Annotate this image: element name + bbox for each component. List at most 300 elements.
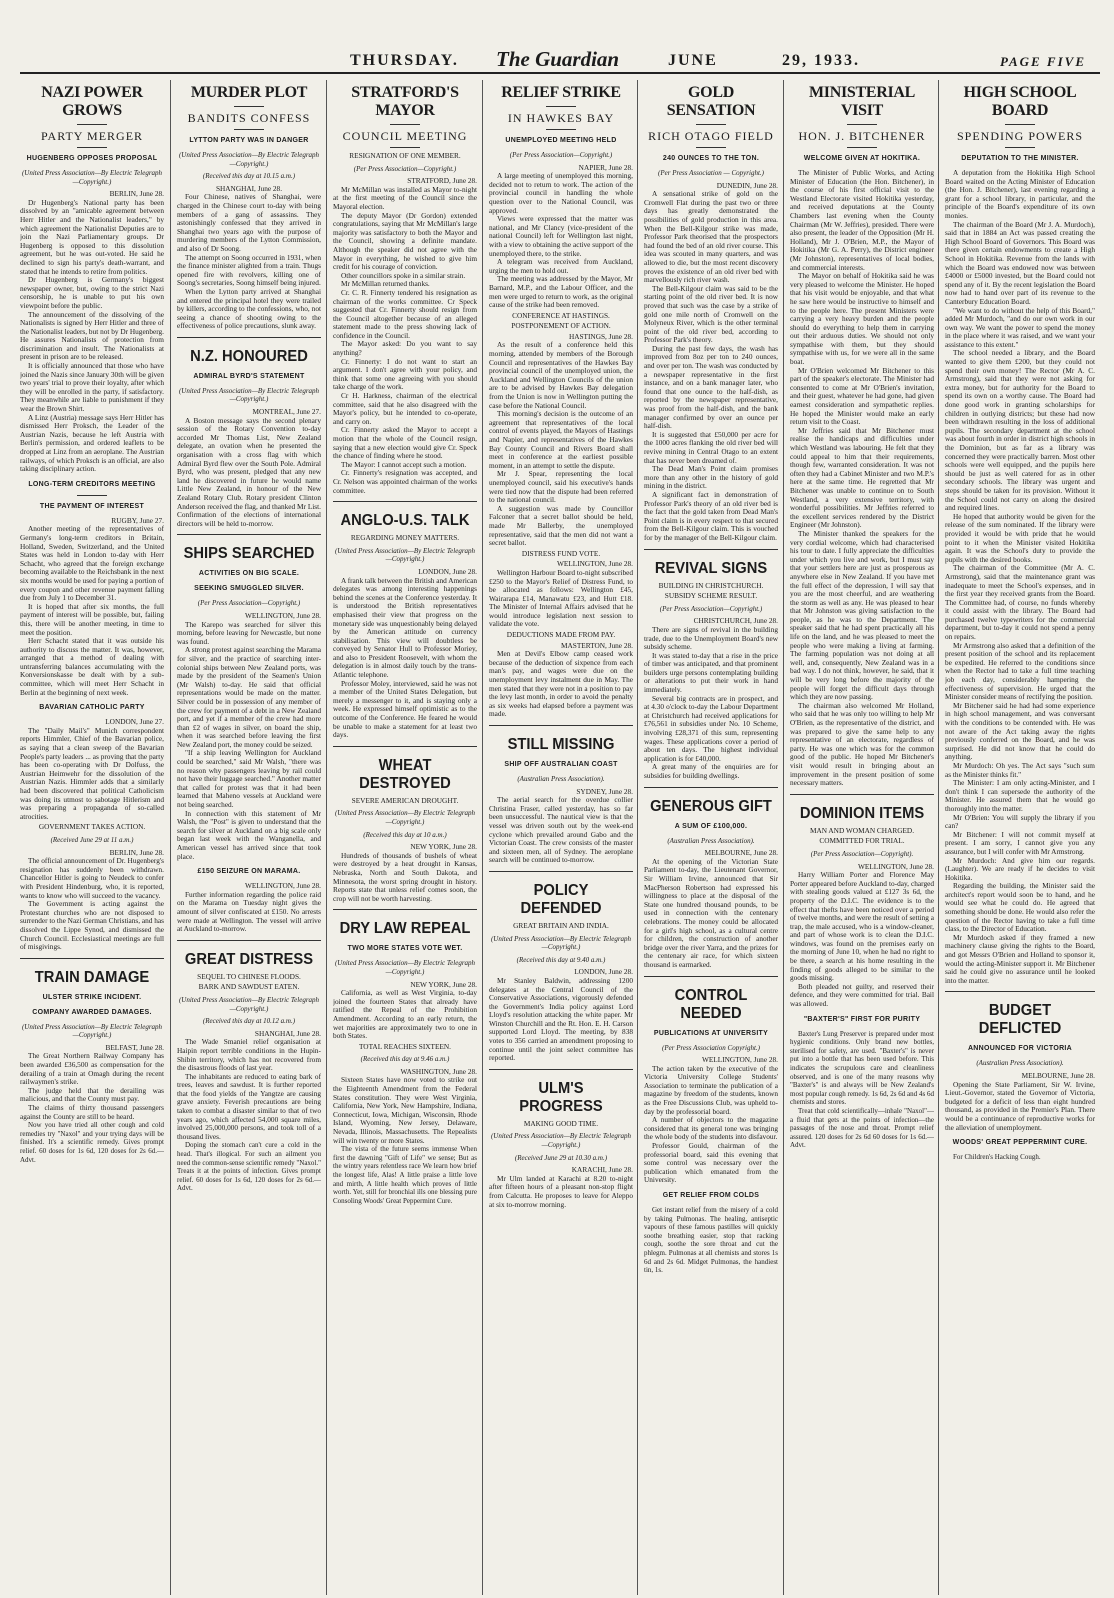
deck: LYTTON PARTY WAS IN DANGER	[189, 137, 309, 144]
advertisement: Treat that cold scientifically—inhale "Naxol"—a fluid that gets at the points of infection—the passages of the nose and throat. Prompt relief assured. 120 doses for 2s 6d 60 doses for 1s 6d.—Advt.	[790, 1106, 934, 1150]
divider	[333, 746, 477, 747]
column-rule	[170, 80, 171, 1595]
divider	[234, 106, 264, 107]
article-body	[489, 650, 633, 719]
section-heading: CONFERENCE AT HASTINGS.	[512, 310, 610, 320]
deck: RESIGNATION OF ONE MEMBER.	[349, 151, 461, 160]
paragraph: The school needed a library, and the Board wanted to give them £200, but they could not spend their own money! The Rector (Mr A. C. Armstrong), said that they were not asking for extra money, but for authority for the Board to spend its own on a worthy cause. The Board had done good work in granting scholarships for children in outlying districts; but these had now been withdrawn resulting in the loss of additional pupils. The secondary department at the school was about fourth in order in district high schools in the Dominion, but as far as a library was concerned they were practically barren. Most other schools were well equipped, and the pupils here should be just as well catered for as in other secondary schools. The library was urgent and steps should be taken for its provision. Without it the School could not carry on along the desired and required lines.	[945, 348, 1095, 513]
paragraph: A telegram was received from Auckland, urging the men to hold out.	[489, 257, 633, 275]
paragraph: Professor Moley, interviewed, said he was not a member of the United States Delegation, but merely a messenger to it, and is staying only a week. He expressed himself optimistic as to the outcome of the Conference. He feared he would be unable to make a statement for at least two days.	[333, 678, 477, 740]
paragraph: It is hoped that after six months, the full payment of interest will be possible, but, failing this, there will be another meeting, in time to meet the position.	[20, 601, 164, 637]
paragraph: The aerial search for the overdue collier Christina Fraser, called yesterday, has so far been unsuccessful. The nautical view is that the vessel was driven south out by the week-end cyclone which prevailed around Gabo and the Victorian Coast. The crew consists of the master and sixteen men, all of Sydney. The aeroplane search will be continued to-morrow.	[489, 795, 633, 865]
dateline: MONTREAL, June 27.	[252, 407, 321, 417]
paragraph: Hundreds of thousands of bushels of wheat were destroyed by a heat drought in Kansas, Nebraska, North and South Dakota, and Minnesota, the worst spring drought in history. Reports state that unless relief comes soon, the crop will not be worth harvesting.	[333, 850, 477, 903]
received-line: (Received June 29 at 11 a.m.)	[50, 835, 134, 844]
paragraph: The Mayor on behalf of Hokitika said he was very pleased to welcome the Minister. He hoped that his visit would be enjoyable, and that what he saw here would be instructive to himself and to the people here. The present Ministers were carrying a very heavy burden and the people should do everything to help them in carrying out their arduous duties. We should not only sympathise with them, but they should sympathise with us, for we were all in the same boat.	[790, 271, 934, 367]
divider	[177, 940, 321, 941]
article-body	[333, 989, 477, 1041]
paragraph: Another meeting of the representatives of Germany's long-term creditors in Britain, Holland, Sweden, Switzerland, and the United States was held in London to-day with Herr Schacht, who agreed that the foreign exchange becoming available to the Reichsbank in the next six months would be used for paying a portion of every coupon and other revenue payment falling due from July 1 to December 31.	[20, 524, 164, 603]
source-line: (United Press Association—By Electric Telegraph—Copyright.)	[178, 995, 320, 1013]
dateline: KARACHI, June 28.	[571, 1165, 633, 1175]
dateline: CHRISTCHURCH, June 28.	[693, 616, 778, 626]
paragraph: A significant fact in demonstration of Professor Park's theory of an old river bed is the fact that the gold taken from Dead Man's Point claim is in every respect to that secured from the Bell-Kilgour claim. This is vouched for by the manager of the Bell-Kilgour claim.	[644, 489, 778, 542]
source-line: (United Press Association—By Electric Telegraph—Copyright.)	[490, 934, 632, 952]
column-rule	[637, 80, 638, 1595]
paragraph: Mr Jeffries said that Mr Bitchener must realise the handicaps and difficulties under which Westland was labouring. He felt that they could appeal to him that their requirements, though few, warranted consideration. It was not often they had a Cabinet Minister and two M.P.'s here at the same time. He regretted that Mr Bitchener was unable to continue on to South Westland, a very extensive territory, with wonderful possibilities. Mr Jeffries referred to the excellent services rendered by the District Engineer (Mr Johnston).	[790, 425, 934, 530]
article-body	[489, 977, 633, 1063]
paragraph: The chairman also welcomed Mr Holland, who said that he was only too willing to help Mr O'Brien, as the representative of the district, and was prepared to give the same help to any representative of an electorate, regardless of party. He was one which was for the common good of the public. He hoped Mr Bitchener's visit would result in bringing about an improvement in the present position of some necessary matters.	[790, 700, 934, 788]
article-body	[790, 169, 934, 788]
deck: COMPANY AWARDED DAMAGES.	[32, 1008, 152, 1016]
advertisement: Baxter's Lung Preserver is prepared under most hygienic conditions. Only brand new bottles, sterilised for safety, are used. "Baxter's" is never put into a bottle that has been used before. This indicates the scrupulous care and cleanliness observed, and is one of the many reasons why "Baxter's" is and always will be New Zealand's most popular cough remedy. 1s 6d, 2s 6d and 4s 6d chemists and stores.	[790, 1029, 934, 1107]
article-body	[644, 858, 778, 970]
dateline: SHANGHAI, June 28.	[215, 183, 283, 193]
paragraph: The Great Northern Railway Company has been awarded £36,500 as compensation for the derailing of a train at Omagh during the recent railwaymen's strike.	[20, 1051, 164, 1087]
dateline: WASHINGTON, June 28.	[400, 1066, 477, 1076]
source-line: (United Press Association—By Electric Telegraph—Copyright.)	[334, 809, 476, 826]
deck: WELCOME GIVEN AT HOKITIKA.	[803, 155, 921, 162]
headline: DRY LAW REPEAL	[339, 920, 471, 938]
section-heading: THE PAYMENT OF INTEREST	[39, 502, 145, 510]
dateline: SHANGHAI, June 28.	[254, 1028, 321, 1038]
dateline: BERLIN, June 28.	[109, 189, 164, 199]
paragraph: Dr Hugenberg is Germany's biggest newspaper owner, but, owing to the strict Nazi censorship, he is unable to put his own viewpoint before the public.	[20, 275, 164, 310]
paragraph: The Bell-Kilgour claim was said to be the starting point of the old river bed. It is now proved that such was the case by a strike of gold one mile north of Cromwell on the Molyneux River, which is the other terminal point of the old river bed, according to Professor Park's theory.	[644, 283, 778, 345]
source-line: (United Press Association—By Electric Telegraph—Copyright.)	[334, 546, 476, 564]
paragraph: The announcement of the dissolving of the Nationalists is signed by Herr Hitler and three of the Nationalist leaders, but not by Dr Hugenberg. He assures Nationalists of protection from discrimination and insult. The Nationalists at present in prison are to be released.	[20, 309, 164, 362]
advertisement: For Children's Hacking Cough.	[953, 1153, 1041, 1162]
column-rule	[783, 80, 784, 1595]
headline: GOLD SENSATION	[666, 84, 756, 119]
masthead	[20, 47, 1100, 74]
article-body	[790, 871, 934, 1009]
headline: N.Z. HONOURED	[190, 347, 308, 365]
received-line: (Received June 29 at 10.30 a.m.)	[514, 1153, 608, 1162]
paragraph: As the result of a conference held this morning, attended by members of the Borough Council and representatives of the Hawkes Bay provincial council of the unemployed union, the Auckland and Wellington Councils of the union are to be advised by Hawkes Bay delegation from the Union is now in Wellington putting the case before the National Council.	[489, 340, 633, 410]
headline: RELIEF STRIKE	[501, 84, 621, 101]
dateline: NAPIER, June 28.	[578, 162, 633, 172]
dateline: NEW YORK, June 28.	[410, 842, 477, 852]
article-body	[20, 199, 164, 474]
masthead-day: THURSDAY.	[350, 52, 459, 69]
dateline: BELFAST, June 28.	[105, 1042, 164, 1052]
divider	[390, 124, 420, 125]
paragraph: Harry William Porter and Florence May Porter appeared before Auckland to-day, charged with stealing goods valued at £127 3s 6d, the property of the D.I.C. The evidence is to the effect that thefts have been noticed over a period of twelve months, and were the result of setting a trap, the male accused, who is a window-cleaner, and part of whose work is to clean the D.I.C. windows, was found on the premises early on the morning of June 10, when he had no right to be there, a search at his home resulting in the finding of goods alleged to be similar to the goods missing.	[790, 870, 934, 983]
column-4	[489, 80, 633, 1595]
paragraph: The deputy Mayor (Dr Gordon) extended congratulations, saying that Mr McMillan's large majority was satisfactory to both the Mayor and the Council, showing a definite mandate. Although the speaker did not agree with the Mayor in everything, he wished to give him credit for his courage of conviction.	[333, 210, 477, 272]
article-body	[177, 891, 321, 934]
paragraph: Mr Murdoch asked if they framed a new machinery clause giving the rights to the Board, and got Messrs O'Brien and Holland to sponsor it, would the acting-Minister support it. Mr Bitchener said he could give no assurance until he looked into the matter.	[945, 932, 1095, 985]
headline: CONTROL NEEDED	[674, 986, 748, 1022]
headline: REVIVAL SIGNS	[654, 559, 768, 577]
headline: ULM'S PROGRESS	[519, 1079, 603, 1115]
divider	[489, 871, 633, 872]
paragraph: The Wade Smaniel relief organisation at Haipin report terrible conditions in the Hupin-Shibin territory, which has not recovered from the disastrous floods of last year.	[177, 1037, 321, 1073]
divider	[546, 106, 576, 107]
subheadline: COUNCIL MEETING	[342, 129, 468, 143]
subheadline: ULSTER STRIKE INCIDENT.	[42, 993, 142, 1001]
paragraph: A deputation from the Hokitika High School Board waited on the Acting Minister of Education (the Hon. J. Bitchener), last evening regarding a grant for a school library, in particular, and the principle of the Board's expenditure of its own monies.	[945, 168, 1095, 220]
paragraph: A great many of the enquiries are for subsidies for building dwellings.	[644, 762, 778, 780]
paragraph: The Mayor: I cannot accept such a motion.	[341, 459, 467, 469]
article-body	[644, 1065, 778, 1185]
divider	[177, 337, 321, 338]
headline: TRAIN DAMAGE	[34, 968, 150, 986]
paragraph: When the Lytton party arrived at Shanghai and entered the principal hotel they were trailed by killers, according to the confessions, who, not seeing a chance of shooting owing to the effectiveness of police precautions, slunk away.	[177, 286, 321, 331]
divider	[77, 495, 107, 496]
paragraph: Regarding the building, the Minister said the architect's report would soon be to hand, and he would see what he could do. He agreed that something should be done. He would also refer the question of the Rector having to take a full time class, to the Director of Education.	[945, 881, 1095, 934]
deck: SEEKING SMUGGLED SILVER.	[194, 585, 304, 593]
subheadline: IN HAWKES BAY	[507, 111, 615, 125]
column-6	[790, 80, 934, 1595]
section-heading: DEDUCTIONS MADE FROM PAY.	[506, 630, 616, 640]
paragraph: The Government is acting against the Protestant churches who are not disposed to surrender to the Nazi German Christians, and has dissolved the Lippe Synod, and dismissed the Church Council. Ecclesiastical meetings are full of misgivings.	[20, 899, 164, 952]
paragraph: Mr O'Brien: You will supply the library if you can?	[945, 812, 1095, 831]
article-body	[177, 193, 321, 331]
paragraph: He hoped that authority would be given for the release of the sum nominated. If the library were provided it would be with pride that he would point to it when the Minister visited Hokitika again. It was the School's duty to provide the pupils with the desired books.	[945, 511, 1095, 564]
paragraph: A large meeting of unemployed this morning, decided not to return to work. The action of the provincial council in handling the whole question over to the National Council, was approved.	[489, 171, 633, 215]
divider	[945, 991, 1095, 992]
divider	[77, 124, 107, 125]
masthead-date: 29, 1933.	[782, 52, 860, 69]
section-heading: "BAXTER'S" FIRST FOR PURITY	[803, 1015, 921, 1023]
column-2	[177, 80, 321, 1595]
subheadline: SPENDING POWERS	[956, 129, 1083, 143]
paragraph: The Minister thanked the speakers for the very cordial welcome, which had characterised his tour to date. I fully appreciate the difficulties under which you live and work, but I must say that your settlers here are just as prosperous as anywhere else in New Zealand. If you have met the full effect of the depression, I will say that you are the most cheerful, and are weathering the storm as well as any. He was pleased to hear that Mr Johnston was giving satisfaction to the people, as he was to the Department. The speaker said that he had spent practically all his life on the land, and he was pleased to meet the people who were making a living at farming. The farming population was not doing at all well, and, consequently, New Zealand was in a bad way. I do not think, however, he said, that it will be very long before the majority of the people will forget the difficult days through which they are now passing.	[790, 528, 934, 702]
divider	[644, 549, 778, 550]
received-line: (Received this day at 9.40 a.m.)	[516, 955, 606, 964]
divider	[1005, 124, 1035, 125]
paragraph: Views were expressed that the matter was national, and Mr Clancy (vice-president of the national Council) left for Wellington last night, with a view to obtaining the active support of the unemployed there, to the strike.	[489, 214, 633, 258]
article-body	[177, 417, 321, 529]
paragraph: Mr McMillan returned thanks.	[341, 279, 430, 289]
paragraph: Mr J. Spear, representing the local unemployed council, said his executive's hands were tied now that the dispute had been referred to the national council.	[489, 469, 633, 505]
paragraph: A suggestion was made by Councillor Falconer that a secret ballot should be held, made Mr Ballerby, the unemployed representative, said that the men did not want a secret ballot.	[489, 503, 633, 548]
paragraph: Mr Bitchener: I will not commit myself at present. I am sorry, I cannot give you any assurance, but I will confer with Mr Armstrong.	[945, 829, 1095, 856]
divider	[644, 787, 778, 788]
advertisement: Now you have tried all other cough and cold remedies try "Naxol" and your trying days will be finished. It's a scientific remedy. Gives prompt relief. 60 doses for 1s 6d, 120 doses for 2s 6d.—Advt.	[20, 1121, 164, 1164]
paragraph: California, as well as West Virginia, to-day joined the fourteen States that already have ratified the Repeal of the Prohibition Amendment. According to an early return, the wet majorities are approximately two to one in both States.	[333, 988, 477, 1041]
article-body	[945, 1081, 1095, 1133]
article-body	[790, 1030, 934, 1150]
paragraph: Cr. Finnerty's resignation was accepted, and Cr. Nelson was appointed chairman of the works committee.	[333, 468, 477, 495]
dateline: NEW YORK, June 28.	[410, 979, 477, 989]
paragraph: Dr Hugenberg's National party has been dissolved by an "amicable agreement between Herr Hitler and the Nationalist leaders," by which agreement the Nationalist Deputies are to join the Nazi Parliamentary groups. Dr Hugenberg is opposed to this dissolution agreement, but he was out-voted. He said he declined to sign his party's death-warrant, and stated that he intends to retire from politics.	[20, 197, 164, 276]
divider	[234, 129, 264, 130]
paragraph: The attempt on Soong occurred in 1931, when the finance minister alighted from a train. Thugs opened fire with revolvers, killing one of Soong's secretaries, Soong himself being injured.	[177, 252, 321, 288]
subheadline: ADMIRAL BYRD'S STATEMENT	[193, 372, 305, 380]
paragraph: During the past few days, the wash has improved from 8oz per ton to 240 ounces, and over per ton. The wash was conducted by a newspaper representative in the first instance, and on a bank manager later, who found that one ounce to the half-dish, as reported by the newspaper representative, was proof from the half-dish, and the bank manager confirmed by over an ounce per half-dish.	[644, 343, 778, 431]
section-heading: £150 SEIZURE ON MARAMA.	[197, 868, 301, 876]
paragraph: A Boston message says the second plenary session of the Rotary Convention to-day accorded Mr Thomas List, New Zealand delegate, an ovation when he presented the organisation with a cross flag with which Admiral Byrd flew over the South Pole. Admiral Byrd, who was present, pledged that any new land he discovered in future he would name Little New Zealand, in honour of the New Zealand Rotary Club. Rotary president Clinton Anderson received the flag, and thanked Mr List. Confirmation of the elections of international directors will be held to-morrow.	[177, 415, 321, 528]
deck: DEPUTATION TO THE MINISTER.	[961, 155, 1079, 162]
paragraph: The Karepo was searched for silver this morning, before leaving for Newcastle, but none was found.	[177, 619, 321, 646]
paragraph: Further information regarding the police raid on the Marama on Tuesday night gives the amount of silver confiscated at £150. No arrests were made at Wellington. The vessel will arrive at Auckland to-morrow.	[177, 889, 321, 934]
article-body	[945, 169, 1095, 985]
subheadline: BANDITS CONFESS	[187, 111, 311, 125]
deck: SUBSIDY SCHEME RESULT.	[664, 591, 758, 601]
paragraph: It was stated to-day that a rise in the price of timber was anticipated, and that prominent builders urge persons contemplating building or alterations to put their work in hand immediately.	[644, 650, 778, 695]
source-line: (United Press Association—By Electric Telegraph—Copyright.)	[490, 1132, 632, 1150]
source-line: (Per Press Association — Copyright.)	[658, 169, 764, 177]
paragraph: "If a ship leaving Wellington for Auckland could be searched," said Mr Walsh, "there was no reason why passengers leaving by rail could not have their luggage searched." Another matter that called for protest was that it had been learned that Maheno vessels at Auckland were not being searched.	[177, 748, 321, 810]
article-body	[177, 1038, 321, 1193]
paragraph: A sensational strike of gold on the Cromwell Flat during the past two or three days has greatly demonstrated the possibilities of gold production in this area. When the Bell-Kilgour strike was made, Professor Park theorised that the prospectors had found the bed of an old river course. This idea was scouted in many quarters, and was allowed to die, but the most recent discovery proves the existence of an old river bed with marvellously rich river wash.	[644, 189, 778, 285]
headline: MINISTERIAL VISIT	[808, 84, 916, 119]
subheadline: SEQUEL TO CHINESE FLOODS.	[197, 971, 301, 981]
source-line: (United Press Association—By Electric Telegraph—Copyright.)	[21, 1022, 163, 1040]
paragraph: Other councillors spoke in a similar strain.	[341, 270, 466, 280]
paragraph: Cr H. Harkness, chairman of the electrical committee, said that he also disagreed with the Mayor's policy, but he intended to co-operate, and carry on.	[333, 391, 477, 426]
paragraph: Cr. Finnerty asked the Mayor to accept a motion that the whole of the Council resign, saying that a new election would give Cr. Speck the chance of finding where he stood.	[333, 425, 477, 461]
source-line: (Per Press Association—Copyright).	[810, 849, 914, 858]
paragraph: The chairman of the Committee (Mr A. C. Armstrong), said that the maintenance grant was inadequate to meet the School's expenses, and in the first year they received grants from the Board. The Committee had, of course, no funds whereby it could assist with the library. The Board had purchased twelve typewriters for the commercial department, but to-day it could not spend a penny on repairs.	[945, 563, 1095, 642]
paragraph: Mr Armstrong also asked that a definition of the present position of the school and its replacement be expedited. He referred to the conditions since when the Rector had to take a full time teaching job each day, considerably hampering the effectiveness of supervision. He urged that the Minister consider means of rectifying the position.	[945, 640, 1095, 702]
paragraph: "We want to do without the help of this Board," added Mr Murdoch, "and do our own work in our own way. We want the power to spend the money in the place where it was raised, and we want your assistance to this extent."	[945, 305, 1095, 349]
columns	[20, 80, 1100, 1595]
dateline: MELBOURNE, June 28.	[704, 848, 778, 858]
article-body	[489, 1175, 633, 1209]
deck: BARK AND SAWDUST EATEN.	[198, 982, 300, 992]
paragraph: The action taken by the executive of the Victoria University College Students' Association to terminate the publication of a magazine by freedom of the students, known as the Free Discussions Club, was upheld to-day by the professorial board.	[644, 1063, 778, 1116]
article-body	[20, 727, 164, 822]
paragraph: A Linz (Austria) message says Herr Hitler has dismissed Herr Proksch, the Leader of the Austrian Nazis, because he left Austria with Berlin's permission, and ordered leaflets to be dropped at Linz from an aeroplane. The Austrian railways, of which Proksch is an official, are also taking disciplinary action.	[20, 412, 164, 474]
paragraph: Cr. C. R. Finnerty tendered his resignation as chairman of the works committee. Cr Speck suggested that Cr. Finnerty should resign from the Council altogether because of an alleged statement made to the press showing lack of confidence in the Council.	[333, 287, 477, 340]
paragraph: There are signs of revival in the building trade, due to the Unemployment Board's new subsidy scheme.	[644, 624, 778, 652]
divider	[333, 909, 477, 910]
divider	[77, 147, 107, 148]
paragraph: The meeting was addressed by the Mayor, Mr Barnard, M.P., and the Labour Officer, and the men were urged to return to work, as the original cause of the strike had been removed.	[489, 274, 633, 310]
source-line: (Per Press Association—Copyright.)	[509, 151, 613, 159]
paragraph: Wellington Harbour Board to-night subscribed £250 to the Mayor's Relief of Distress Fund, to be allocated as follows: Wellington £45, Wairarapa £14, Manawatu £23, and Hutt £18. The Minister of Internal Affairs advised that he would introduce legislation next session to validate the vote.	[489, 567, 633, 629]
dateline: SYDNEY, June 28.	[576, 786, 633, 796]
deck: UNEMPLOYED MEETING HELD	[505, 137, 617, 144]
section-heading: DISTRESS FUND VOTE.	[521, 548, 601, 558]
article-body	[489, 172, 633, 310]
headline: HIGH SCHOOL BOARD	[963, 84, 1077, 119]
paragraph: At the opening of the Victorian State Parliament to-day, the Lieutenant Governor, Sir William Irvine, announced that Sir MacPherson Robertson had expressed his willingness to place at the disposal of the State one hundred thousand pounds, to be used in connection with the centenary celebrations. The money could be allocated for a girl's high school, as a cultural centre for children, the construction of another bridge over the river Yarra, and the prizes for the centenary air race, for which sixteen thousand is earmarked.	[644, 856, 778, 969]
deck: HUGENBERG OPPOSES PROPOSAL	[26, 155, 158, 162]
deck: COMMITTED FOR TRIAL.	[819, 836, 905, 846]
headline: SHIPS SEARCHED	[183, 545, 315, 563]
advertisement: The vista of the future seems immense When first the dawning "Gift of Life" we sense; But as the wintry years relentless race We learn how brief the longest life, Alas! A little praise a little love and mirth, A little health which proves of little worth. Yet, still for bronchial ills one blessing pure Consoling Woods' Great Peppermint Cure.	[333, 1145, 477, 1205]
divider	[546, 129, 576, 130]
dateline: HASTINGS, June 28.	[568, 331, 633, 341]
paragraph: A strong protest against searching the Marama for silver, and the practice of searching inter-colonial ships between New Zealand ports, was made by the president of the Seamen's Union (Mr Walsh) to-day. He said that official representations would be made on the matter. Silver could be in possession of any member of the crew for payment of a debt in a New Zealand port, and yet if a member of the crew had more than £2 of wages in silver, on board the ship, when it was searched before leaving the first New Zealand port, the money could be seized.	[177, 645, 321, 749]
source-line: (Australian Press Association).	[667, 836, 755, 845]
dateline: WELLINGTON, June 28.	[701, 1055, 778, 1065]
paragraph: In connection with this statement of Mr Walsh, the "Post" is given to understand that the search for silver at Auckland on a big scale only began last week with the Wanganella, and American vessel has arrived since that took place.	[177, 808, 321, 861]
column-3	[333, 80, 477, 1595]
article-body	[177, 621, 321, 862]
paragraph: The Mayor asked: Do you want to say anything?	[333, 339, 477, 358]
article-body	[489, 569, 633, 629]
subheadline: ACTIVITIES ON BIG SCALE.	[198, 570, 300, 578]
received-line: (Received this day at 10.12 a.m.)	[202, 1017, 296, 1026]
subheadline: A SUM OF £100,000.	[674, 822, 748, 830]
dateline: WELLINGTON, June 28.	[244, 881, 321, 891]
paragraph: Men at Devil's Elbow camp ceased work because of the deduction of sixpence from each man's pay, and wages were due on the unemployment levy instalment due in May. The men stated that they were not in a position to pay the levy last month, in order to avoid the penalty as six weeks had elapsed before a payment was made.	[489, 649, 633, 719]
dateline: STRATFORD, June 28.	[407, 176, 477, 186]
article-body	[333, 577, 477, 740]
paragraph: The Minister of Public Works, and Acting Minister of Education (the Hon. Bitchener), in the course of his first official visit to the Westland Electorate visited Hokitika yesterday, and received deputations at the County Chambers last evening when the County Chairman (Mr W. Jeffries), presided. There were also present, the leader of the Opposition (Mr H. Holland), Mr J. O'Brien, M.P., the Mayor of Hokitika (Mr G. A. Perry), the District engineer (Mr Johnston), representatives of local bodies, and commercial interests.	[790, 168, 934, 272]
divider	[177, 534, 321, 535]
divider	[847, 147, 877, 148]
paragraph: This morning's decision is the outcome of an agreement that representatives of the local control of events played, the Mayors of Hastings and Napier, and representatives of the Hawkes Bay County Council and Rivers Board shall meet in conference at the earliest possible moment, in an attempt to settle the dispute.	[489, 409, 633, 470]
advertisement: Get instant relief from the misery of a cold by taking Pulmonas. The healing, antiseptic vapours of these famous pastilles will quickly soothe breathing easier, stop that racking cough, soothe the sore throat and cut the phlegm. Pulmonas at all chemists and stores 1s 6d and 2s 6d. Midget Pulmonas, the handiest tin, 1s.	[644, 1206, 778, 1275]
paragraph: Mr Stanley Baldwin, addressing 1200 delegates at the Central Council of the Conservative Associations, vigorously defended the Government's India policy against Lord Lloyd's resolution attacking the white paper. Mr Winston Churchill and the Rt. Hon. E. H. Carson supported Lord Lloyd. The meeting, by 838 votes to 356 carried an amendment proposing to continue until the joint select committee has reported.	[489, 975, 633, 1063]
paragraph: Cr. Finnerty: I do not want to start an argument. I don't agree with your policy, and think that some one agreeing with you should take charge of the work.	[333, 356, 477, 392]
article-body	[20, 857, 164, 952]
column-rule	[938, 80, 939, 1595]
dateline: LONDON, June 27.	[105, 717, 164, 727]
dateline: DUNEDIN, June 28.	[716, 180, 778, 190]
divider	[790, 794, 934, 795]
article-body	[333, 852, 477, 904]
headline: ANGLO-U.S. TALK	[340, 512, 470, 530]
advertisement: Doping the stomach can't cure a cold in the head. That's illogical. For such an ailment you need the common-sense scientific remedy "Naxol." Treats it at the points of infection. Gives prompt relief. 60 doses for 1s 6d, 120 doses for 2s 6d.—Advt.	[177, 1141, 321, 1193]
dateline: MASTERTON, June 28.	[561, 640, 633, 650]
subheadline: BUILDING IN CHRISTCHURCH.	[658, 580, 764, 590]
paragraph: It is officially announced that those who have joined the Nazis since January 30th will be given two years' trial to prove their loyalty, after which they will be enrolled in the party, if satisfactory. They meanwhile are liable to punishment if they wear the Brown Shirt.	[20, 361, 164, 414]
section-heading: TOTAL REACHES SIXTEEN.	[358, 1041, 452, 1051]
column-rule	[482, 80, 483, 1595]
source-line: (Per Press Association—Copyright.)	[353, 164, 457, 173]
paragraph: The claims of thirty thousand passengers against the County are still to be heard.	[20, 1103, 164, 1121]
subheadline: ANNOUNCED FOR VICTORIA	[967, 1045, 1073, 1053]
divider	[644, 976, 778, 977]
paragraph: Four Chinese, natives of Shanghai, were charged in the Chinese court to-day with being members of a gang of assassins. They astonishingly confessed that they arrived in Shanghai two years ago with the purpose of murdering members of the Lytton Commission, and also of Dr Soong.	[177, 192, 321, 253]
headline: STILL MISSING	[507, 736, 615, 753]
paragraph: Mr O'Brien welcomed Mr Bitchener to this part of the speaker's electorate. The Minister had consented to come at Mr O'Brien's invitation, and their guest, whatever he had gone, had given earnest consideration and sympathetic replies. He hoped the Minister would make an early return visit to the Coast.	[790, 365, 934, 427]
subheadline: HON. J. BITCHENER	[798, 129, 926, 143]
paragraph: Several big contracts are in prospect, and at 4.30 o'clock to-day the Labour Department at Christchurch had received applications for £76,561 in subsidies under No. 10 Scheme, involving £28,371 of this sum, representing wages. These applications cover a period of about ten days. The highest individual application is for £40,000.	[644, 693, 778, 763]
article-body	[644, 190, 778, 542]
divider	[1005, 147, 1035, 148]
headline: GENEROUS GIFT	[650, 797, 772, 815]
source-line: (Per Press Association Copyright.)	[662, 1043, 760, 1052]
subheadline: SHIP OFF AUSTRALIAN COAST	[504, 761, 618, 768]
source-line: (Per Press Association—Copyright.)	[659, 604, 763, 613]
paragraph: Both pleaded not guilty, and reserved their defence, and they were committed for trial. Bail was allowed.	[790, 981, 934, 1009]
headline: MURDER PLOT	[190, 84, 308, 101]
dateline: BERLIN, June 28.	[109, 847, 164, 857]
article-body	[945, 1153, 1095, 1162]
paragraph: The judge held that the derailing was malicious, and that the County must pay.	[20, 1085, 164, 1104]
section-heading: GET RELIEF FROM COLDS	[662, 1192, 760, 1199]
headline: WHEAT DESTROYED	[359, 756, 451, 792]
article-body	[333, 1076, 477, 1205]
dateline: RUGBY, June 27.	[111, 515, 164, 525]
source-line: (Australian Press Association).	[517, 775, 605, 783]
received-line: (Received this day at 10.15 a.m.)	[202, 172, 296, 181]
masthead-paper-name: The Guardian	[496, 47, 620, 71]
divider	[390, 147, 420, 148]
divider	[489, 725, 633, 726]
column-5	[644, 80, 778, 1595]
masthead-month: JUNE	[668, 52, 718, 69]
paragraph: Professor Gould, chairman of the professorial board, said this evening that some control was necessary over the publication which emanated from the University.	[644, 1141, 778, 1185]
section-heading: GOVERNMENT TAKES ACTION.	[38, 822, 146, 832]
divider	[20, 958, 164, 959]
paragraph: The chairman of the Board (Mr J. A. Murdoch), said that in 1884 an Act was passed creating the High School Board of Governors. This Board was there given certain endowments to create a High School in Hokitika. Revenue from the lands with which the Board was endowed now was between £4000 or £5000 invested, but the Board could not spend any of it. By the recent legislation the Board now had to hand over part of its revenue to the Canterbury Education Board.	[945, 219, 1095, 306]
subheadline: GREAT BRITAIN AND INDIA.	[513, 920, 609, 930]
article-body	[20, 525, 164, 697]
paragraph: Mr Bitchener said he had had some experience in high school management, and was conversant with the conditions to be contended with. He was not aware of the Act taking away the rights previously conferred on the Board, and he was surprised. He did not know that he could do anything.	[945, 700, 1095, 762]
dateline: WELLINGTON, June 28.	[556, 559, 633, 569]
section-heading: POSTPONEMENT OF ACTION.	[511, 321, 611, 331]
source-line: (United Press Association—By Electric Telegraph—Copyright.)	[334, 959, 476, 976]
headline: BUDGET DEFLICTED	[978, 1002, 1062, 1038]
source-line: (Per Press Association—Copyright.)	[197, 599, 301, 608]
dateline: MELBOURNE, June 28.	[1021, 1071, 1095, 1080]
paragraph: Mr Murdoch: Oh yes. The Act says "such sum as the Minister thinks fit."	[945, 760, 1095, 779]
dateline: LONDON, June 28.	[418, 566, 477, 576]
article-body	[20, 1052, 164, 1164]
subheadline: MAN AND WOMAN CHARGED.	[809, 825, 915, 835]
paragraph: It is suggested that £50,000 per acre for the 1000 acres flanking the old river bed will revive mining in Central Otago to an extent that has never been dreamed of.	[644, 429, 778, 465]
divider	[696, 124, 726, 125]
paragraph: Mr Murdoch: And give him our regards. (Laughter). We are ready if he decides to visit Hokitika.	[945, 855, 1095, 882]
source-line: (United Press Association—By Electric Telegraph—Copyright.)	[178, 151, 320, 168]
dateline: LONDON, June 28.	[574, 967, 633, 977]
section-heading: WOODS' GREAT PEPPERMINT CURE.	[952, 1139, 1088, 1147]
paragraph: The "Daily Mail's" Munich correspondent reports Himmler, Chief of the Bavarian police, as saying that a clean sweep of the Bavarian People's party leaders ... as proving that the party has been co-operating with Dr Dolfuss, the Austrian Heimwehr for the dissolution of the Austrian Nazis. Himmler adds that a similarly had been discovered that political Catholicism was doing its utmost to sabotage Hitlerism and was preparing a propaganda of so-called atrocities.	[20, 725, 164, 821]
column-7	[945, 80, 1095, 1595]
column-1	[20, 80, 164, 1595]
deck: 240 OUNCES TO THE TON.	[662, 155, 760, 162]
subheadline: TWO MORE STATES VOTE WET.	[347, 945, 463, 953]
subheadline: MAKING GOOD TIME.	[523, 1118, 599, 1128]
article-body	[489, 341, 633, 547]
received-line: (Received this day at 9.46 a.m.)	[360, 1055, 450, 1064]
dateline: WELLINGTON, June 28.	[244, 610, 321, 620]
divider	[489, 1069, 633, 1070]
divider	[696, 147, 726, 148]
article-body	[489, 796, 633, 865]
subheadline: PARTY MERGER	[40, 129, 144, 143]
source-line: (United Press Association—By Electric Telegraph—Copyright.)	[178, 386, 320, 404]
paragraph: The official announcement of Dr. Hugenberg's resignation has suddenly been withdrawn. Chancellor Hitler is going to Neudeck to confer with President Hindenburg, who, it is reported, wants to know who will succeed to the vacancy.	[20, 856, 164, 900]
section-heading: BAVARIAN CATHOLIC PARTY	[39, 704, 145, 712]
headline: GREAT DISTRESS	[184, 950, 314, 968]
subheadline: RICH OTAGO FIELD	[648, 129, 774, 143]
subheadline: PUBLICATIONS AT UNIVERSITY	[653, 1029, 769, 1037]
headline: POLICY DEFENDED	[520, 881, 602, 917]
article-body	[333, 186, 477, 495]
received-line: (Received this day at 10 a.m.)	[363, 830, 447, 839]
divider	[333, 501, 477, 502]
headline: NAZI POWER GROWS	[41, 84, 143, 119]
paragraph: Opening the State Parliament, Sir W. Irvine, Lieut.-Governor, stated the Governor of Victoria, budgeted for a deficit of less than eight hundred thousand, as provided in the Premier's Plan. There would be a continuance of reproductive works for the alleviation of unemployment.	[945, 1079, 1095, 1132]
column-rule	[326, 80, 327, 1595]
section-heading: LONG-TERM CREDITORS MEETING	[28, 480, 156, 488]
paragraph: The Minister: I am only acting-Minister, and I don't think I can supersede the authority of the Minister. He assured them that he would go thoroughly into the matter.	[945, 778, 1095, 813]
article-body	[644, 626, 778, 781]
subheadline: SEVERE AMERICAN DROUGHT.	[351, 795, 459, 805]
paragraph: The inhabitants are reduced to eating bark of trees, leaves and sawdust. It is further reported that the food yields of the Yangtze are causing grave anxiety. Feverish precautions are being taken to combat a disaster similar to that of two years ago, which affected 54,000 square miles, involved 25,000,000 persons, and took toll of a thousand lives.	[177, 1071, 321, 1141]
paragraph: Mr McMillan was installed as Mayor to-night at the first meeting of the Council since the Mayoral election.	[333, 184, 477, 211]
divider	[847, 124, 877, 125]
paragraph: The Dead Man's Point claim promises more than any other in the history of gold mining in the district.	[644, 464, 778, 491]
paragraph: A number of objectors to the magazine considered that its general tone was bringing the whole body of the students into disfavour.	[644, 1115, 778, 1142]
dateline: WELLINGTON, June 28.	[857, 861, 934, 871]
source-line: (United Press Association—By Electric Telegraph—Copyright.)	[21, 169, 163, 186]
subheadline: REGARDING MONEY MATTERS.	[350, 533, 460, 543]
paragraph: Herr Schacht stated that it was outside his authority to discuss the matter. It was, however, arranged that a method of dealing with untransferring balances accumulating with the Konversionskasse be dealt with by a sub-committee, which will meet Herr Schacht in Berlin at the beginning of next week.	[20, 636, 164, 697]
headline: DOMINION ITEMS	[799, 804, 925, 822]
masthead-page-number: PAGE FIVE	[999, 54, 1086, 69]
